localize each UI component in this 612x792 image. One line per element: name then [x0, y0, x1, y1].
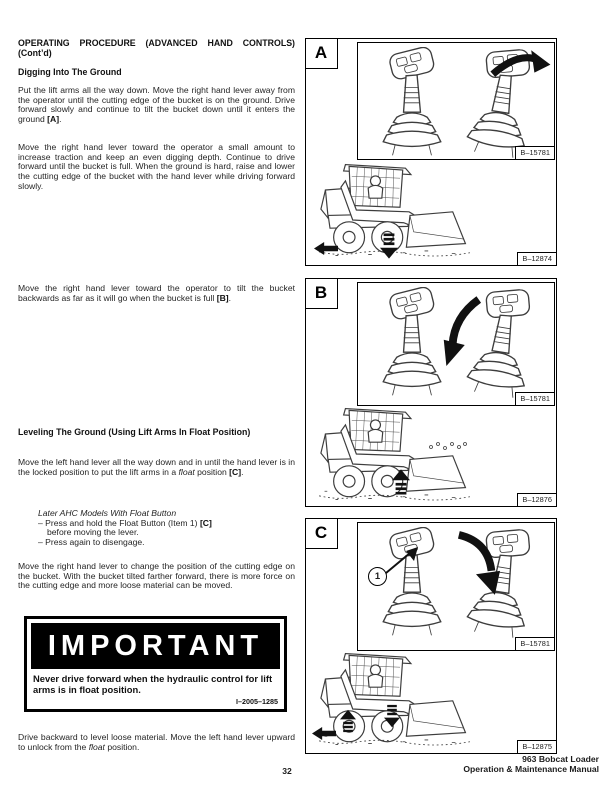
- digging-p1-period: .: [59, 114, 62, 125]
- drive-direction-arrow-icon: [314, 242, 338, 255]
- bucket-float-down-arrow-icon: [384, 704, 400, 728]
- leveling-paragraph-1: [18, 458, 295, 477]
- document-title: [463, 755, 599, 774]
- section-heading: OPERATING PROCEDURE (ADVANCED HAND CONTROLS) (Cont’d): [18, 38, 295, 58]
- joystick-left-illustration: [374, 287, 450, 397]
- figure-ref-c: [C]: [229, 466, 242, 477]
- float-italic: float: [178, 466, 195, 477]
- figure-c-joystick-box: [357, 522, 555, 651]
- figure-c-letter: [305, 518, 338, 549]
- ahc-b1-text: – Press and hold the Float Button (Item 1): [38, 517, 200, 528]
- ahc-bullet-1-cont: before moving the lever.: [47, 527, 139, 538]
- figure-b-letter-text: B: [314, 283, 328, 302]
- doc-title-line2: Operation & Maintenance Manual: [463, 763, 599, 774]
- digging-paragraph-1: [18, 86, 295, 125]
- push-lever-forward-arrow-icon: [488, 46, 552, 80]
- important-text: Never drive forward when the hydraulic control for lift arms is in float position.: [33, 673, 273, 695]
- page-number: 32: [282, 766, 292, 776]
- figure-ref-b: [B]: [216, 292, 229, 303]
- joystick-left-illustration: [374, 47, 450, 157]
- figure-c-letter-text: C: [314, 523, 328, 542]
- drive-backward-arrow-icon: [312, 727, 336, 740]
- digging-p1-text: Put the lift arms all the way down. Move the right hand lever away from the operator until the cutting edge of the bucket is on the ground. Drive forward slowly and continue to tilt the bucket down until it enters the ground: [18, 85, 295, 125]
- bucket-material-dots: [426, 439, 470, 455]
- digging-paragraph-3: [18, 284, 295, 303]
- figure-a-letter: [305, 38, 338, 69]
- important-title: IMPORTANT: [31, 623, 280, 669]
- digging-p3-text: Move the right hand lever toward the operator to tilt the bucket backwards as far as it will go when the bucket is full: [18, 283, 295, 303]
- leveling-p1-text2: position: [194, 466, 230, 477]
- joystick-left-illustration: [374, 527, 450, 637]
- figure-b-joystick-box: [357, 282, 555, 406]
- leveling-p1-text: Move the left hand lever all the way down and in until the hand lever is in the locked position to put the lift arms in a: [18, 457, 295, 477]
- figure-c-photo-label: B–12875: [517, 740, 557, 754]
- figure-ref-a: [A]: [47, 114, 60, 125]
- float-button-callout: [368, 567, 387, 586]
- figure-a-joystick-box: [357, 42, 555, 160]
- figure-a-joystick-label: B–15781: [515, 146, 555, 160]
- bucket-down-arrow-icon: [380, 233, 398, 259]
- leveling-heading: Leveling The Ground (Using Lift Arms In Float Position): [18, 427, 251, 437]
- figure-ref-c2: [C]: [199, 517, 212, 528]
- digging-p3-period: .: [228, 292, 232, 303]
- figure-panel-b: [305, 278, 557, 507]
- digging-paragraph-2: Move the right hand lever toward the operator a small amount to increase traction and keep an even digging depth. Continue to drive forward until the bucket is full. When the ground is hard, raise and lower the cutting edge of the bucket with the hand lever while driving forward slowly.: [18, 142, 295, 191]
- figure-panel-a: [305, 38, 557, 266]
- figure-panel-c: [305, 518, 557, 754]
- ahc-title: Later AHC Models With Float Button: [38, 508, 177, 518]
- digging-heading: Digging Into The Ground: [18, 67, 122, 77]
- callout-number: 1: [374, 571, 381, 582]
- leveling-paragraph-3: [18, 733, 295, 752]
- float-italic-2: float: [88, 741, 105, 752]
- callout-pointer-arrow-icon: [384, 545, 420, 575]
- lift-arms-up-arrow-icon: [340, 709, 356, 733]
- pull-lever-back-arrow-icon: [442, 293, 484, 369]
- leveling-p1-period: .: [241, 466, 244, 477]
- figure-b-photo-label: B–12876: [517, 493, 557, 507]
- figure-b-letter: [305, 278, 338, 309]
- figure-c-joystick-label: B–15781: [515, 637, 555, 651]
- leveling-paragraph-2: Move the right hand lever to change the position of the cutting edge on the bucket. With the bucket tilted farther forward, there is more force on the cutting edge and more loose material can be moved.: [18, 561, 295, 591]
- important-notice-box: [24, 616, 287, 712]
- leveling-p3-text: Drive backward to level loose material. Move the left hand lever upward to unlock from the: [18, 732, 295, 752]
- figure-a-photo-label: B–12874: [517, 252, 557, 266]
- ahc-bullet-2: – Press again to disengage.: [38, 537, 145, 548]
- lever-float-motion-arrow-icon: [452, 529, 500, 599]
- figure-a-letter-text: A: [314, 43, 328, 62]
- ahc-float-button-note: [18, 509, 315, 548]
- doc-title-line1: 963 Bobcat Loader: [522, 754, 599, 764]
- figure-b-joystick-label: B–15781: [515, 392, 555, 406]
- important-decal-number: I–2005–1285: [236, 696, 278, 706]
- bucket-up-arrow-icon: [392, 469, 410, 495]
- leveling-p3-end: position.: [104, 741, 140, 752]
